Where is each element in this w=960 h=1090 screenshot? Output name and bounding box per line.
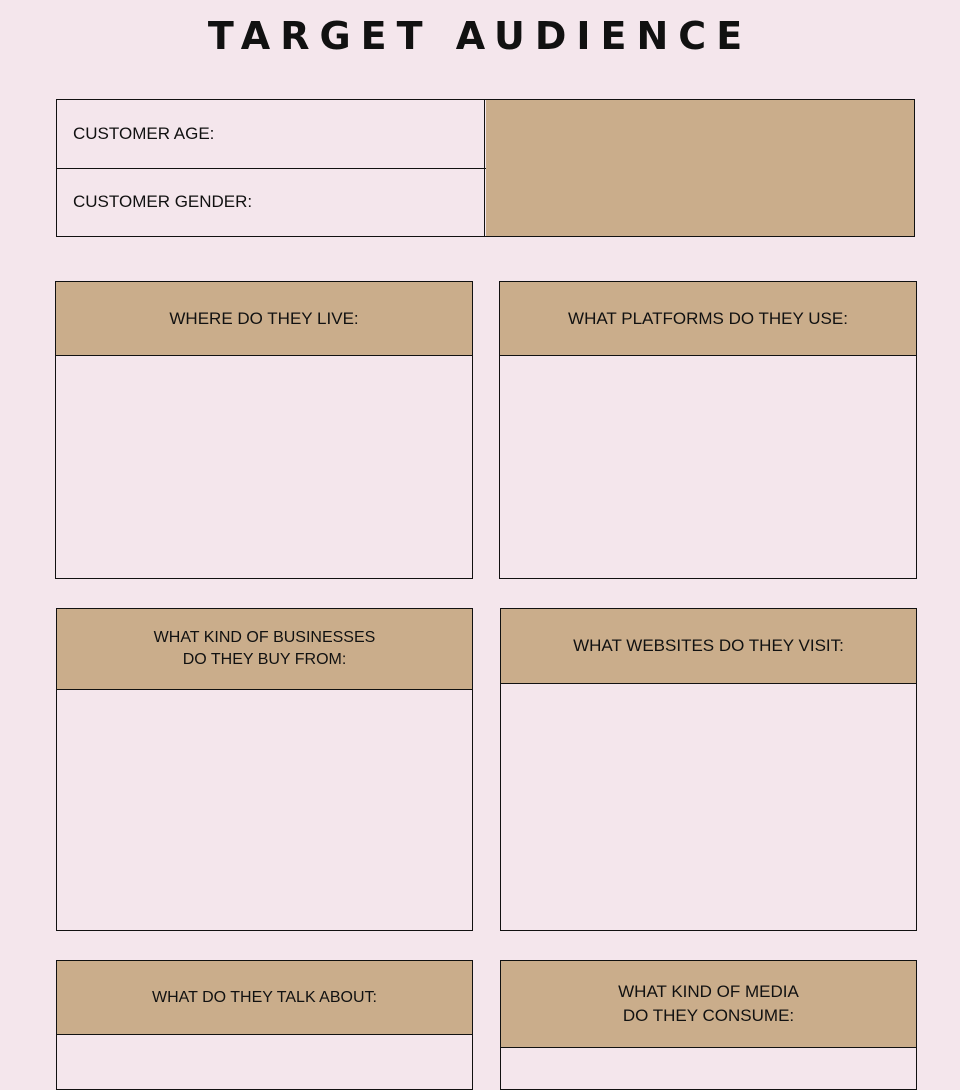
- businesses-field[interactable]: [57, 690, 472, 930]
- businesses-header: [57, 609, 472, 690]
- customer-age-field[interactable]: [486, 100, 914, 168]
- customer-info-table: [56, 99, 915, 237]
- platforms-box: [499, 281, 917, 579]
- customer-age-label: CUSTOMER AGE:: [57, 100, 485, 168]
- customer-age-row: [57, 100, 914, 169]
- businesses-label-line2: DO THEY BUY FROM:: [182, 651, 347, 668]
- talk-about-label: WHAT DO THEY TALK ABOUT:: [152, 988, 377, 1006]
- where-do-they-live-header: [56, 282, 472, 356]
- media-field[interactable]: [501, 1048, 916, 1089]
- media-label-line1: WHAT KIND OF MEDIA: [618, 982, 799, 1001]
- where-do-they-live-box: [55, 281, 473, 579]
- platforms-field[interactable]: [500, 356, 916, 578]
- where-do-they-live-label: WHERE DO THEY LIVE:: [169, 308, 359, 328]
- customer-gender-label: CUSTOMER GENDER:: [57, 168, 485, 236]
- page-title: TARGET AUDIENCE: [207, 14, 753, 58]
- platforms-header: [500, 282, 916, 356]
- talk-about-header: [57, 961, 472, 1035]
- talk-about-field[interactable]: [57, 1035, 472, 1089]
- businesses-label-line1: WHAT KIND OF BUSINESSES: [153, 629, 376, 646]
- customer-gender-field[interactable]: [486, 168, 914, 236]
- where-do-they-live-field[interactable]: [56, 356, 472, 578]
- media-box: [500, 960, 917, 1090]
- media-label-line2: DO THEY CONSUME:: [622, 1006, 795, 1025]
- platforms-label: WHAT PLATFORMS DO THEY USE:: [568, 308, 848, 328]
- media-header: [501, 961, 916, 1048]
- talk-about-box: [56, 960, 473, 1090]
- websites-label: WHAT WEBSITES DO THEY VISIT:: [573, 636, 844, 655]
- websites-header: [501, 609, 916, 684]
- websites-field[interactable]: [501, 684, 916, 930]
- customer-gender-row: [57, 168, 914, 236]
- businesses-box: [56, 608, 473, 931]
- websites-box: [500, 608, 917, 931]
